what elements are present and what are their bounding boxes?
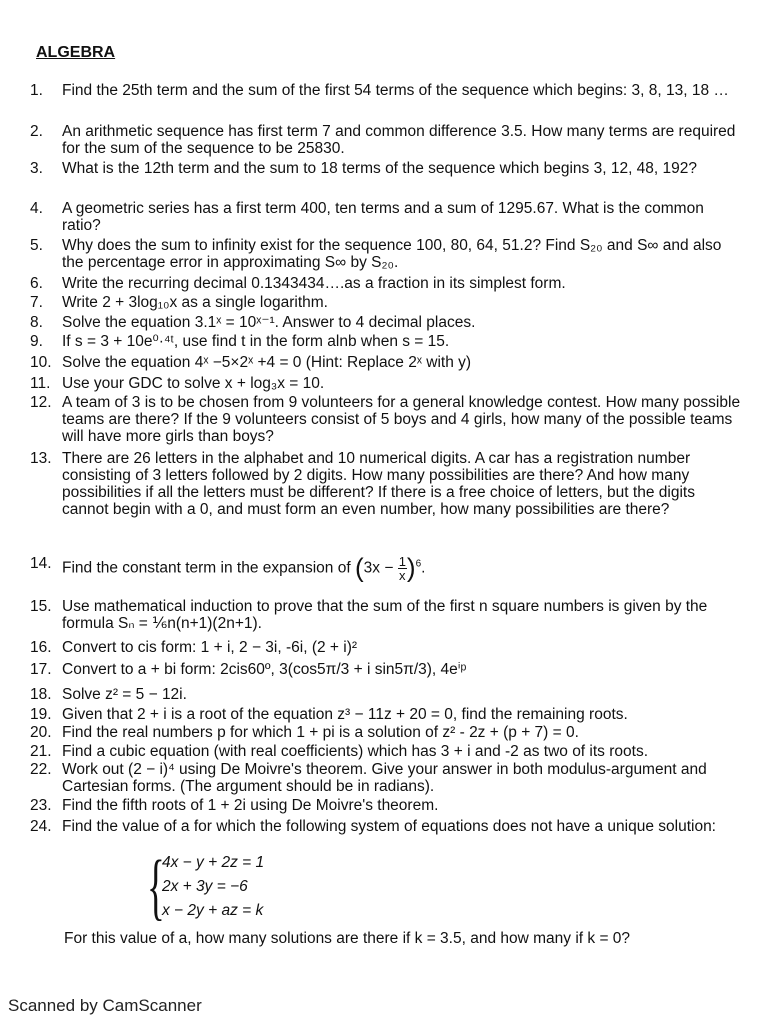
page-title: ALGEBRA (36, 44, 116, 61)
question-12: 12. A team of 3 is to be chosen from 9 volunteers for a general knowledge contest. How many possible teams are there? If the 9 volunteers consist of 5 boys and 4 girls, how many of the possible teams will have more girls than boys? (30, 394, 741, 445)
question-15: 15. Use mathematical induction to prove that the sum of the first n square numbers is given by the formula Sₙ = ⅙n(n+1)(2n+1). (30, 598, 708, 632)
question-18: 18. Solve z² = 5 − 12i. (30, 686, 187, 703)
question-19: 19. Given that 2 + i is a root of the equation z³ − 11z + 20 = 0, find the remaining roots. (30, 706, 628, 723)
question-14: 14. Find the constant term in the expansion of (3x − $\frac{1}{x}$ )$^6$. (30, 552, 426, 583)
question-3: 3. What is the 12th term and the sum to 18 terms of the sequence which begins 3, 12, 48, 192? (30, 160, 698, 177)
right-paren: ) (406, 552, 416, 583)
question-2: 2. An arithmetic sequence has first term 7 and common difference 3.5. How many terms are required for the sum of the sequence to be 25830. (30, 123, 736, 157)
question-7: 7. Write 2 + 3log₁₀x as a single logarithm. (30, 294, 328, 311)
equation-3: x − 2y + az = k (162, 902, 264, 919)
question-24: 24. Find the value of a for which the following system of equations does not have a unique solution: (30, 818, 716, 835)
question-9: 9. If s = 3 + 10e⁰·⁴ᵗ, use find t in the form alnb when s = 15. (30, 333, 450, 350)
question-6: 6. Write the recurring decimal 0.1343434….as a fraction in its simplest form. (30, 275, 566, 292)
question-17: 17. Convert to a + bi form: 2cis60º, 3(cos5π/3 + i sin5π/3), 4eⁱᵖ (30, 661, 467, 678)
scanner-watermark: Scanned by CamScanner (8, 996, 202, 1015)
question-16: 16. Convert to cis form: 1 + i, 2 − 3i, -6i, (2 + i)² (30, 639, 358, 656)
question-1: 1. Find the 25th term and the sum of the first 54 terms of the sequence which begins: 3, 8, 13, 18 … (30, 82, 729, 99)
question-10: 10. Solve the equation 4ˣ −5×2ˣ +4 = 0 (Hint: Replace 2ˣ with y) (30, 354, 472, 371)
question-20: 20. Find the real numbers p for which 1 + pi is a solution of z² - 2z + (p + 7) = 0. (30, 724, 579, 741)
question-8: 8. Solve the equation 3.1ˣ = 10ˣ⁻¹. Answer to 4 decimal places. (30, 314, 476, 331)
question-5: 5. Why does the sum to infinity exist for the sequence 100, 80, 64, 51.2? Find S₂₀ and S∞ and also the percentage error in approximating S∞ by S₂₀. (30, 237, 722, 271)
question-4: 4. A geometric series has a first term 400, ten terms and a sum of 1295.67. What is the common ratio? (30, 200, 704, 234)
question-23: 23. Find the fifth roots of 1 + 2i using De Moivre's theorem. (30, 797, 439, 814)
left-paren: ( (354, 552, 364, 583)
question-22: 22. Work out (2 − i)⁴ using De Moivre's theorem. Give your answer in both modulus-argument and Cartesian forms. (The argument should be in radians). (30, 761, 707, 795)
equation-2: 2x + 3y = −6 (162, 878, 248, 895)
question-11: 11. Use your GDC to solve x + log₃x = 10. (30, 375, 325, 392)
question-13: 13. There are 26 letters in the alphabet and 10 numerical digits. A car has a registration number consisting of 3 letters followed by 2 digits. How many possibilities are there? And how many possibilities if all the letters must be different? If there is a free choice of letters, but the digits cannot begin with a 0, and must form an even number, how many possibilities are there? (30, 450, 695, 518)
system-brace: { (147, 846, 165, 928)
equation-1: 4x − y + 2z = 1 (162, 854, 265, 871)
question-24-followup: For this value of a, how many solutions are there if k = 3.5, and how many if k = 0? (64, 930, 631, 947)
question-21: 21. Find a cubic equation (with real coefficients) which has 3 + i and -2 as two of its roots. (30, 743, 648, 760)
fraction: $\frac{1}{x}$ (398, 554, 406, 583)
